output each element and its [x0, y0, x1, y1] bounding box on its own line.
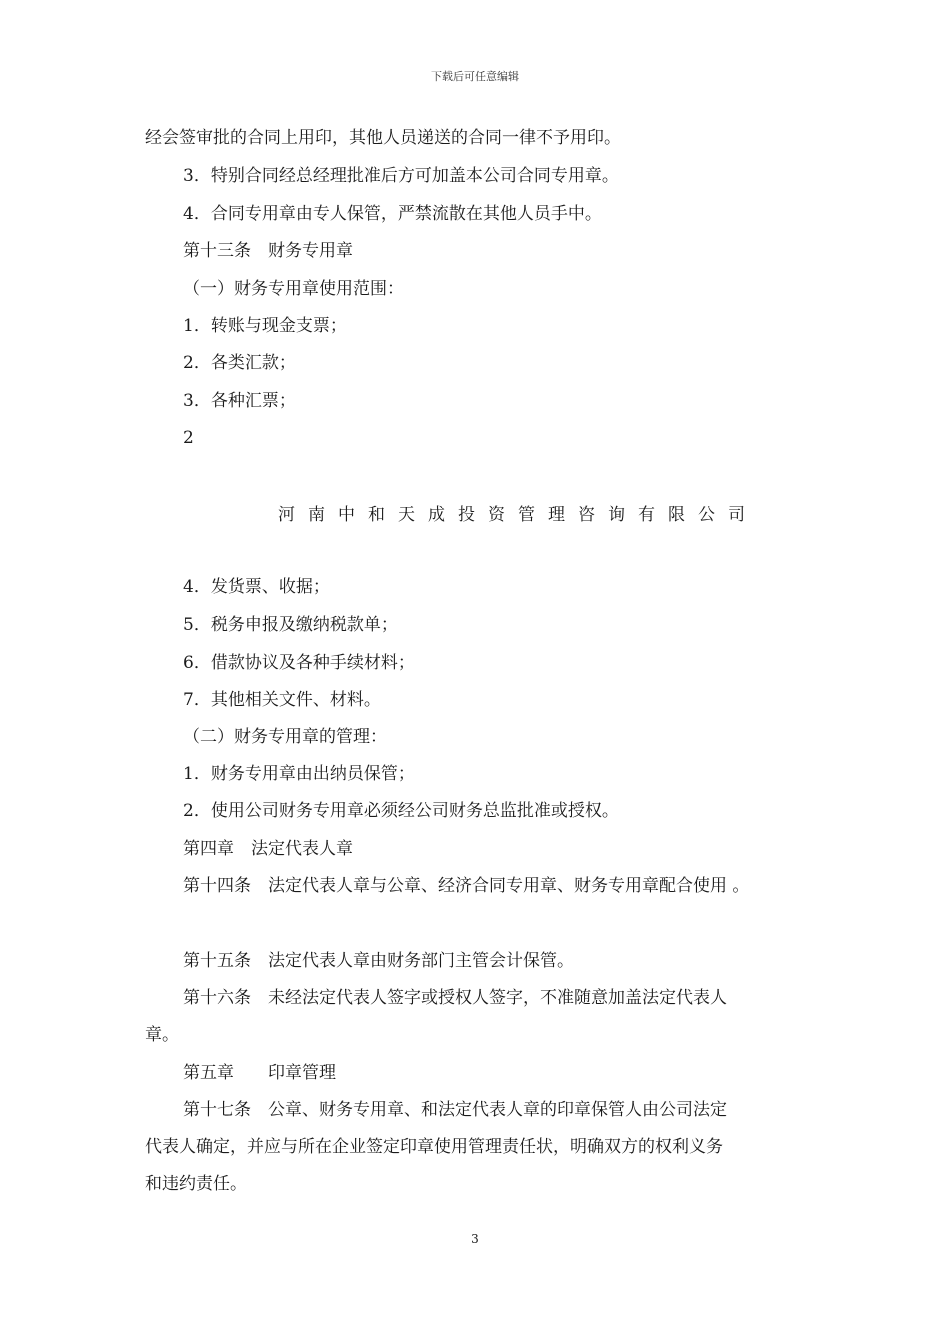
article-text: 第十七条 公章、财务专用章、和法定代表人章的印章保管人由公司法定	[183, 1100, 727, 1120]
article-text: 第十六条 未经法定代表人签字或授权人签字，不准随意加盖法定代表人	[183, 988, 727, 1008]
article-text-continued: 和违约责任。	[145, 1174, 247, 1194]
chapter-heading: 第四章 法定代表人章	[183, 839, 353, 859]
body-line: 经会签审批的合同上用印，其他人员递送的合同一律不予用印。	[145, 128, 621, 148]
list-item: 7．其他相关文件、材料。	[183, 690, 381, 710]
list-item: 1．转账与现金支票；	[183, 316, 347, 336]
article-text: 第十五条 法定代表人章由财务部门主管会计保管。	[183, 951, 574, 971]
article-text-continued: 章。	[145, 1025, 179, 1045]
list-item: 5．税务申报及缴纳税款单；	[183, 615, 398, 635]
body-line: 3．特别合同经总经理批准后方可加盖本公司合同专用章。	[183, 166, 619, 186]
article-text-continued: 代表人确定，并应与所在企业签定印章使用管理责任状，明确双方的权利义务	[145, 1137, 723, 1157]
list-item: 4．发货票、收据；	[183, 577, 330, 597]
list-item: 1．财务专用章由出纳员保管；	[183, 764, 415, 784]
stray-number: 2	[183, 428, 194, 448]
body-line: 4．合同专用章由专人保管，严禁流散在其他人员手中。	[183, 204, 602, 224]
article-text: 第十四条 法定代表人章与公章、经济合同专用章、财务专用章配合使用 。	[183, 876, 750, 896]
chapter-heading: 第五章 印章管理	[183, 1063, 336, 1083]
company-name: 河南中和天成投资管理咨询有限公司	[278, 505, 758, 525]
section-heading: （二）财务专用章的管理：	[183, 727, 387, 747]
article-heading: 第十三条 财务专用章	[183, 241, 353, 261]
section-heading: （一）财务专用章使用范围：	[183, 279, 404, 299]
page-header-note: 下载后可任意编辑	[431, 70, 519, 83]
list-item: 3．各种汇票；	[183, 391, 296, 411]
list-item: 2．使用公司财务专用章必须经公司财务总监批准或授权。	[183, 801, 619, 821]
page-number: 3	[471, 1232, 479, 1246]
list-item: 6．借款协议及各种手续材料；	[183, 653, 415, 673]
list-item: 2．各类汇款；	[183, 353, 296, 373]
